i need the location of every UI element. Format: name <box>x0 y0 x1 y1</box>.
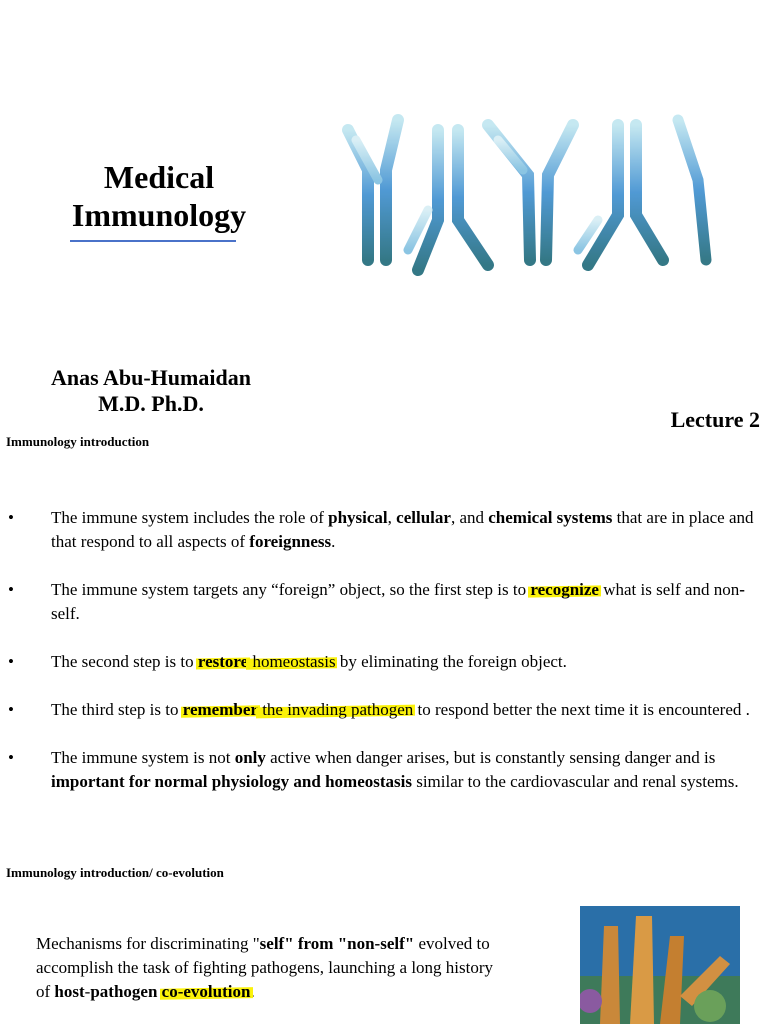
text-run: The immune system includes the role of <box>51 508 329 527</box>
text-run: active when danger arises, but is constantly sensing danger and is <box>265 748 716 767</box>
bullet-item <box>6 698 758 722</box>
text-run: what is self and non <box>598 580 740 599</box>
antibody-illustration <box>338 100 728 330</box>
highlighted-text: remember <box>182 700 258 719</box>
bullet-icon: • <box>8 580 14 599</box>
bold-text: cellular <box>396 508 451 527</box>
text-run: to respond better the next time it is encountered . <box>413 700 750 719</box>
text-run: evolved to accomplish the task of fighting pathogens, launching a long history of <box>36 934 494 1001</box>
text-run: by eliminating the foreign object. <box>335 652 567 671</box>
coral-reef-photo <box>580 906 740 1024</box>
antibody-2 <box>408 130 488 270</box>
bullet-icon: • <box>8 508 14 527</box>
text-run: . <box>331 532 336 551</box>
antibody-4 <box>578 125 663 265</box>
bold-text: - <box>739 580 745 599</box>
text-run: , and <box>450 508 489 527</box>
antibody-1 <box>348 120 398 260</box>
text-run: The third step is to <box>51 700 183 719</box>
text-run: Mechanisms for discriminating " <box>36 934 260 953</box>
highlighted-text: restore <box>197 652 249 671</box>
highlighted-text: recognize <box>530 580 599 599</box>
bold-text: physical <box>328 508 388 527</box>
bold-text: important for normal physiology and homeostasis <box>51 772 412 791</box>
author-degrees: M.D. Ph.D. <box>98 391 204 416</box>
bullet-icon: • <box>8 700 14 719</box>
text-run: - <box>84 982 91 1001</box>
highlighted-text: homeostasis <box>248 652 336 671</box>
highlighted-text: the invading pathogen <box>257 700 414 719</box>
title-line-2: Immunology <box>71 197 247 233</box>
antibody-5 <box>678 120 706 260</box>
author-block <box>20 365 282 417</box>
bullet-item <box>6 578 758 626</box>
bullet-list <box>6 506 758 818</box>
lecture-number: Lecture 2 <box>670 407 760 432</box>
bold-text: only <box>234 748 266 767</box>
text-run: The second step is to <box>51 652 198 671</box>
title-underline <box>70 240 236 242</box>
highlighted-text: co-evolution <box>161 982 251 1001</box>
text-run: The immune system targets any “foreign” object, so the first step is to <box>51 580 531 599</box>
text-run: The immune system is not <box>51 748 235 767</box>
bold-text: chemical systems <box>488 508 613 527</box>
bold-text: host <box>54 982 85 1001</box>
antibody-3 <box>488 125 573 260</box>
bold-text: self" from "non-self" <box>259 934 415 953</box>
text-run: . <box>250 982 255 1001</box>
section-heading-2: Immunology introduction/ co-evolution <box>6 865 224 880</box>
section-heading-1: Immunology introduction <box>6 434 150 449</box>
text-run: that are in place and that respond to all aspects of <box>51 508 754 551</box>
text-run: self. <box>51 604 80 623</box>
bold-text: pathogen <box>90 982 158 1001</box>
bullet-item <box>6 650 758 674</box>
bullet-item <box>6 746 758 794</box>
mechanisms-paragraph <box>36 932 506 1004</box>
bullet-icon: • <box>8 652 14 671</box>
bullet-icon: • <box>8 748 14 767</box>
author-name: Anas Abu-Humaidan <box>51 365 251 390</box>
title-line-1: Medical <box>103 159 215 195</box>
text-run: , <box>387 508 397 527</box>
bullet-item <box>6 506 758 554</box>
bold-text: foreignness <box>249 532 332 551</box>
slide-title <box>60 158 258 234</box>
text-run: similar to the cardiovascular and renal systems. <box>411 772 739 791</box>
